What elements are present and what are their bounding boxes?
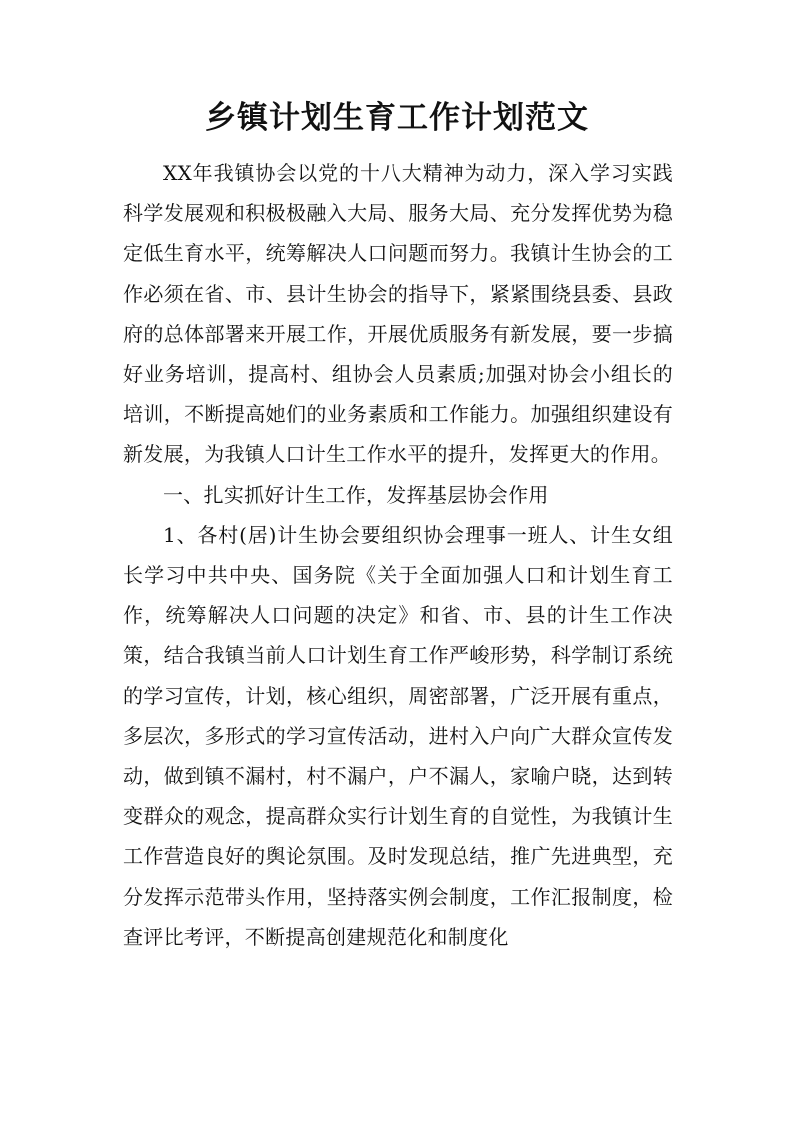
document-body [123,153,673,957]
paragraph-intro: XX年我镇协会以党的十八大精神为动力，深入学习实践科学发展观和积极极融入大局、服务大局、充分发挥优势为稳定低生育水平，统筹解决人口问题而努力。我镇计生协会的工作必须在省、市、县计生协会的指导下，紧紧围绕县委、县政府的总体部署来开展工作，开展优质服务有新发展，要一步搞好业务培训，提高村、组协会人员素质;加强对协会小组长的培训，不断提高她们的业务素质和工作能力。加强组织建设有新发展，为我镇人口计生工作水平的提升，发挥更大的作用。 [123,161,673,467]
section-heading-1: 一、扎实抓好计生工作，发挥基层协会作用 [163,482,549,507]
paragraph-item-1: 1、各村(居)计生协会要组织协会理事一班人、计生女组长学习中共中央、国务院《关于全面加强人口和计划生育工作，统筹解决人口问题的决定》和省、市、县的计生工作决策，结合我镇当前人口计划生育工作严峻形势，科学制订系统的学习宣传，计划，核心组织，周密部署，广泛开展有重点，多层次，多形式的学习宣传活动，进村入户向广大群众宣传发动，做到镇不漏村，村不漏户，户不漏人，家喻户晓，达到转变群众的观念，提高群众实行计划生育的自觉性，为我镇计生工作营造良好的舆论氛围。及时发现总结，推广先进典型，充分发挥示范带头作用，坚持落实例会制度，工作汇报制度，检查评比考评，不断提高创建规范化和制度化 [123,522,673,949]
document-title: 乡镇计划生育工作计划范文 [205,100,589,136]
